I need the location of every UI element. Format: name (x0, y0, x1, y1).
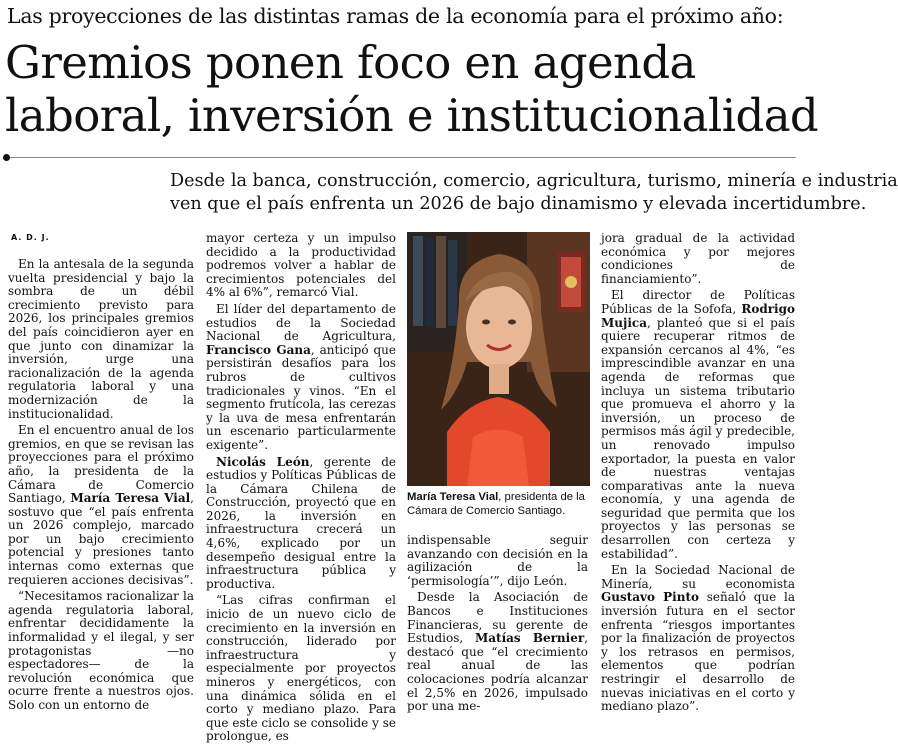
headline-line-2: laboral, inversión e institucionalidad (5, 89, 819, 142)
subheadline (170, 170, 898, 216)
paragraph: El director de Políticas Públicas de la Sofofa, Rodrigo Mujica, planteó que si el país quiere recuperar ritmos de expansión cercanos al 4%, “es imprescindible avanzar en una agenda de reformas que incluya un sistema tributario que promueva el ahorro y la inversión, un proceso de permisos más ágil y predecible, un renovado impulso exportador, la puesta en valor de nuestras ventajas comparativas ante la nueva economía, y una agenda de seguridad que permita que los proyectos y las personas se desarrollen con certeza y estabilidad”. (601, 288, 795, 561)
rule-dot (3, 154, 10, 161)
paragraph: Nicolás León, gerente de estudios y Políticas Públicas de la Cámara Chilena de Construcción, proyectó que en 2026, la inversión en infraestructura crecerá un 4,6%, explicado por un desempeño desigual entre la infraestructura pública y productiva. (206, 454, 396, 591)
article-column-3 (407, 534, 588, 717)
paragraph: “Las cifras confirman el inicio de un nuevo ciclo de crecimiento en la inversión en construcción, liderado por infraestructura y especialmente por proyectos mineros y energéticos, con una dinámica sólida en el corto y mediano plazo. Para que este ciclo se consolide y se prolongue, es (206, 593, 396, 744)
byline: A. D. J. (11, 233, 50, 242)
paragraph: El líder del departamento de estudios de la Sociedad Nacional de Agricultura, Francisco Gana, anticipó que persistirán desafíos para los rubros de cultivos tradicionales y vinos. “En el segmento frutícola, las cerezas y la uva de mesa enfrentarán un escenario particularmente exigente”. (206, 301, 396, 452)
paragraph: indispensable seguir avanzando con decisión en la agilización de la ‘permisología’”, dijo León. (407, 533, 588, 588)
person-name: Francisco Gana (206, 342, 311, 357)
paragraph: Desde la Asociación de Bancos e Instituciones Financieras, su gerente de Estudios, Matías Bernier, destacó que “el crecimiento real anual de las colocaciones podría alcanzar el 2,5% en 2026, impulsado por una me- (407, 590, 588, 714)
headline-line-1: Gremios ponen foco en agenda (5, 36, 696, 89)
headline (5, 36, 819, 142)
person-name: María Teresa Vial (70, 491, 191, 506)
article-column-2 (206, 232, 396, 747)
kicker: Las proyecciones de las distintas ramas de la economía para el próximo año: (7, 4, 784, 28)
paragraph: En la antesala de la segunda vuelta presidencial y bajo la sombra de un débil crecimiento previsto para 2026, los principales gremios del país coincidieron ayer en que junto con dinamizar la inversión, urge una racionalización de la agenda regulatoria laboral y una modernización de la institucionalidad. (8, 257, 194, 421)
person-name: Matías Bernier (474, 631, 585, 646)
paragraph: En la Sociedad Nacional de Minería, su economista Gustavo Pinto señaló que la inversión futura en el sector enfrenta “riesgos importantes por la finalización de proyectos y los retrasos en permisos, elementos que podrían restringir el desarrollo de nuevas iniciativas en el corto y mediano plazo”. (601, 563, 795, 714)
article-column-1 (8, 258, 194, 716)
article-column-4 (601, 232, 795, 717)
portrait-photo (407, 232, 590, 486)
paragraph: En el encuentro anual de los gremios, en que se revisan las proyecciones para el próximo año, la presidenta de la Cámara de Comercio Santiago, María Teresa Vial, sostuvo que “el país enfrenta un 2026 complejo, marcado por un bajo crecimiento potencial y presiones tanto internas como externas que requieren acciones decisivas”. (8, 423, 194, 587)
person-name: Rodrigo Mujica (601, 301, 795, 330)
person-name: Gustavo Pinto (601, 590, 699, 605)
paragraph: “Necesitamos racionalizar la agenda regulatoria laboral, enfrentar decididamente la informalidad y el ilegal, y ser protagonistas —no espectadores— de la revolución económica que ocurre frente a nuestros ojos. Solo con un entorno de (8, 589, 194, 712)
caption-name: María Teresa Vial (407, 491, 499, 503)
subhead-line-2: ven que el país enfrenta un 2026 de bajo dinamismo y elevada incertidumbre. (170, 194, 867, 214)
paragraph: mayor certeza y un impulso decidido a la productividad podremos volver a hablar de crecimientos potenciales del 4% al 6%”, remarcó Vial. (206, 231, 396, 300)
person-name: Nicolás León (216, 454, 310, 469)
subhead-line-1: Desde la banca, construcción, comercio, agricultura, turismo, minería e industria (170, 171, 898, 191)
paragraph: jora gradual de la actividad económica y por mejores condiciones de financiamiento”. (601, 231, 795, 286)
separator-rule (4, 157, 796, 158)
photo-caption: María Teresa Vial, presidenta de la Cámara de Comercio Santiago. (407, 491, 585, 517)
